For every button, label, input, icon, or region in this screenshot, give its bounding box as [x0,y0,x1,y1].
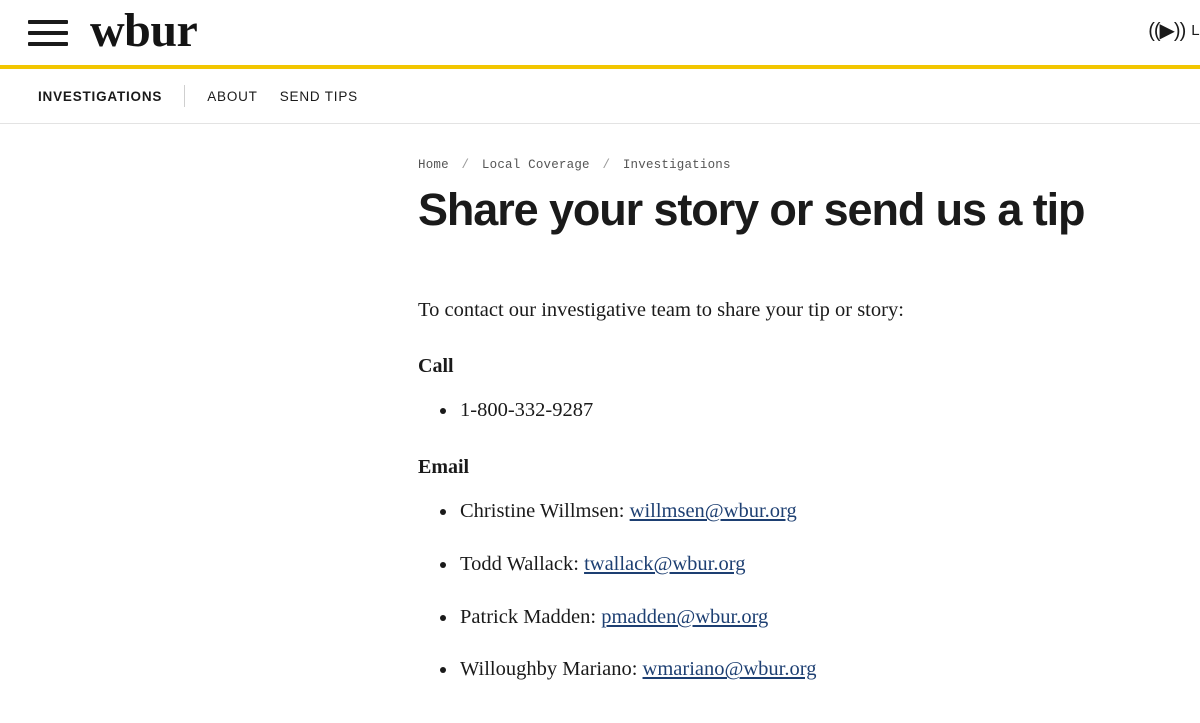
hamburger-bar-2 [28,31,68,35]
list-item [458,549,1090,580]
call-list [418,395,1090,426]
live-label[interactable]: L [1191,22,1200,39]
contact-name: Todd Wallack: [460,552,579,575]
breadcrumb-item-home[interactable]: Home [418,158,449,172]
breadcrumb-separator-2: / [602,158,611,172]
broadcast-icon[interactable]: ((▶)) [1148,20,1186,42]
subnav-divider [184,85,185,107]
subnav-item-send-tips[interactable]: SEND TIPS [279,88,358,104]
site-masthead [0,0,1200,69]
contact-email-link[interactable]: willmsen@wbur.org [629,500,797,523]
list-item [458,654,1090,685]
list-item [458,496,1090,527]
breadcrumb-item-local-coverage[interactable]: Local Coverage [481,158,590,172]
section-navigation [0,69,1200,124]
contact-email-link[interactable]: twallack@wbur.org [584,552,746,575]
page-body [0,124,1200,685]
hamburger-bar-3 [28,42,68,46]
article-intro: To contact our investigative team to share your tip or story: [418,298,904,321]
contact-name: Christine Willmsen: [460,500,625,523]
site-logo[interactable]: wbur [90,3,198,57]
page-title: Share your story or send us a tip [418,184,1085,235]
article-container [418,158,1090,685]
article-body [418,295,1090,686]
subnav-item-about[interactable]: ABOUT [207,88,258,104]
call-heading: Call [418,355,454,378]
contact-email-link[interactable]: pmadden@wbur.org [601,605,769,628]
email-heading: Email [418,456,470,479]
list-item [458,602,1090,633]
subnav-item-investigations[interactable]: INVESTIGATIONS [38,88,163,104]
contact-name: Willoughby Mariano: [460,658,638,681]
hamburger-menu-icon[interactable] [28,20,68,46]
contact-name: Patrick Madden: [460,605,597,628]
list-item: • 1-800-332-9287 [458,395,1090,426]
hamburger-bar-1 [28,20,68,24]
breadcrumb [418,158,1090,172]
breadcrumb-item-investigations[interactable]: Investigations [622,158,731,172]
masthead-right-cluster [1148,18,1200,43]
breadcrumb-separator-1: / [461,158,470,172]
email-list [418,496,1090,685]
contact-email-link[interactable]: wmariano@wbur.org [642,658,817,681]
